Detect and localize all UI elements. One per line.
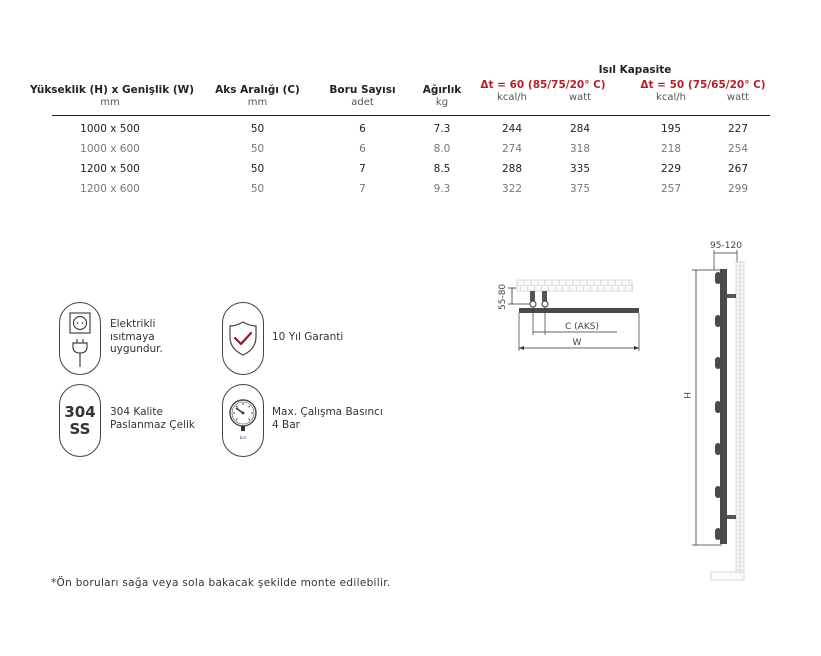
col-header-delta50: Δt = 50 (75/65/20° C) <box>640 79 766 91</box>
bracket-bottom <box>727 515 736 519</box>
feature-electric-line-3: uygundur. <box>110 343 163 355</box>
cell-watt50: 299 <box>727 183 749 195</box>
col-header-size: Yükseklik (H) x Genişlik (W) <box>30 84 195 96</box>
tube <box>715 443 721 455</box>
cell-watt60: 318 <box>569 143 591 155</box>
col-header-agirlik: Ağırlık <box>422 84 462 96</box>
col-unit-kcal50: kcal/h <box>656 92 686 103</box>
cell-boru: 6 <box>359 143 366 155</box>
top-view-diagram <box>490 270 650 360</box>
feature-electric-text <box>110 318 163 356</box>
col-unit-watt50: watt <box>726 92 750 103</box>
cell-watt60: 335 <box>569 163 591 175</box>
radiator-top-view <box>519 308 639 313</box>
tube <box>715 272 721 284</box>
stainless-steel-304-icon <box>59 384 101 457</box>
cell-kcal50: 218 <box>660 143 682 155</box>
cell-kcal50: 195 <box>660 123 682 135</box>
cell-agirlik: 8.0 <box>433 143 451 155</box>
cell-agirlik: 7.3 <box>433 123 451 135</box>
feature-pressure-text <box>272 406 383 431</box>
cell-agirlik: 8.5 <box>433 163 451 175</box>
cell-size: 1200 x 600 <box>80 183 140 195</box>
feature-steel-text <box>110 406 195 431</box>
cell-watt60: 375 <box>569 183 591 195</box>
col-header-aks: Aks Aralığı (C) <box>215 84 300 96</box>
col-header-delta60: Δt = 60 (85/75/20° C) <box>480 79 606 91</box>
feature-electric-line-2: ısıtmaya <box>110 330 155 343</box>
shield-check-icon <box>222 302 264 375</box>
cell-watt50: 254 <box>727 143 749 155</box>
width-label: W <box>572 338 582 348</box>
cell-boru: 7 <box>359 163 366 175</box>
wall-top <box>517 280 633 291</box>
tube <box>715 315 721 327</box>
cell-watt60: 284 <box>569 123 591 135</box>
col-unit-watt60: watt <box>568 92 592 103</box>
group-header-isil-kapasite: Isıl Kapasite <box>598 64 672 76</box>
col-header-boru: Boru Sayısı <box>329 84 396 96</box>
tube <box>715 401 721 413</box>
valve-right <box>542 301 548 307</box>
badge-304: 304 <box>64 403 96 421</box>
cell-kcal60: 288 <box>501 163 523 175</box>
cell-kcal50: 229 <box>660 163 682 175</box>
pipe-right <box>542 291 547 301</box>
col-unit-size: mm <box>100 97 120 108</box>
cell-kcal50: 257 <box>660 183 682 195</box>
col-unit-boru: adet <box>351 97 374 108</box>
cell-kcal60: 274 <box>501 143 523 155</box>
cell-agirlik: 9.3 <box>433 183 451 195</box>
pressure-gauge-icon <box>222 384 264 457</box>
cell-boru: 7 <box>359 183 366 195</box>
cell-kcal60: 322 <box>501 183 523 195</box>
feature-pressure-line-2: 4 Bar <box>272 418 300 431</box>
cell-size: 1200 x 500 <box>80 163 140 175</box>
feature-steel-line-2: Paslanmaz Çelik <box>110 418 195 431</box>
col-unit-agirlik: kg <box>435 97 449 108</box>
header-divider <box>52 115 770 116</box>
col-unit-aks: mm <box>247 97 268 108</box>
height-label: H <box>681 392 691 399</box>
electric-plug-icon <box>59 302 101 375</box>
offset-label: 95-120 <box>710 241 742 251</box>
cell-watt50: 267 <box>727 163 749 175</box>
cell-aks: 50 <box>250 123 265 135</box>
cell-aks: 50 <box>250 183 265 195</box>
valve-left <box>530 301 536 307</box>
cell-size: 1000 x 600 <box>80 143 140 155</box>
cell-aks: 50 <box>250 163 265 175</box>
floor <box>711 572 744 580</box>
depth-label: 55-80 <box>498 283 508 310</box>
badge-ss: SS <box>69 420 91 438</box>
cell-watt50: 227 <box>727 123 749 135</box>
bracket-top <box>727 294 736 298</box>
cell-kcal60: 244 <box>501 123 523 135</box>
cell-size: 1000 x 500 <box>80 123 140 135</box>
tube <box>715 528 721 540</box>
feature-electric-line-1: Elektrikli <box>110 318 156 330</box>
gauge-bar-label: bar <box>239 435 247 440</box>
c-aks-label: C (AKS) <box>565 322 599 332</box>
tube <box>715 357 721 369</box>
feature-warranty-text: 10 Yıl Garanti <box>272 331 344 343</box>
cell-boru: 6 <box>359 123 366 135</box>
cell-aks: 50 <box>250 143 265 155</box>
side-view-diagram <box>670 232 780 592</box>
feature-steel-line-1: 304 Kalite <box>110 406 163 418</box>
col-unit-kcal60: kcal/h <box>497 92 527 103</box>
radiator-side-view <box>720 269 727 544</box>
footnote: *Ön boruları sağa veya sola bakacak şekilde monte edilebilir. <box>51 577 391 589</box>
feature-pressure-line-1: Max. Çalışma Basıncı <box>272 406 383 418</box>
tube <box>715 486 721 498</box>
pipe-left <box>530 291 535 301</box>
